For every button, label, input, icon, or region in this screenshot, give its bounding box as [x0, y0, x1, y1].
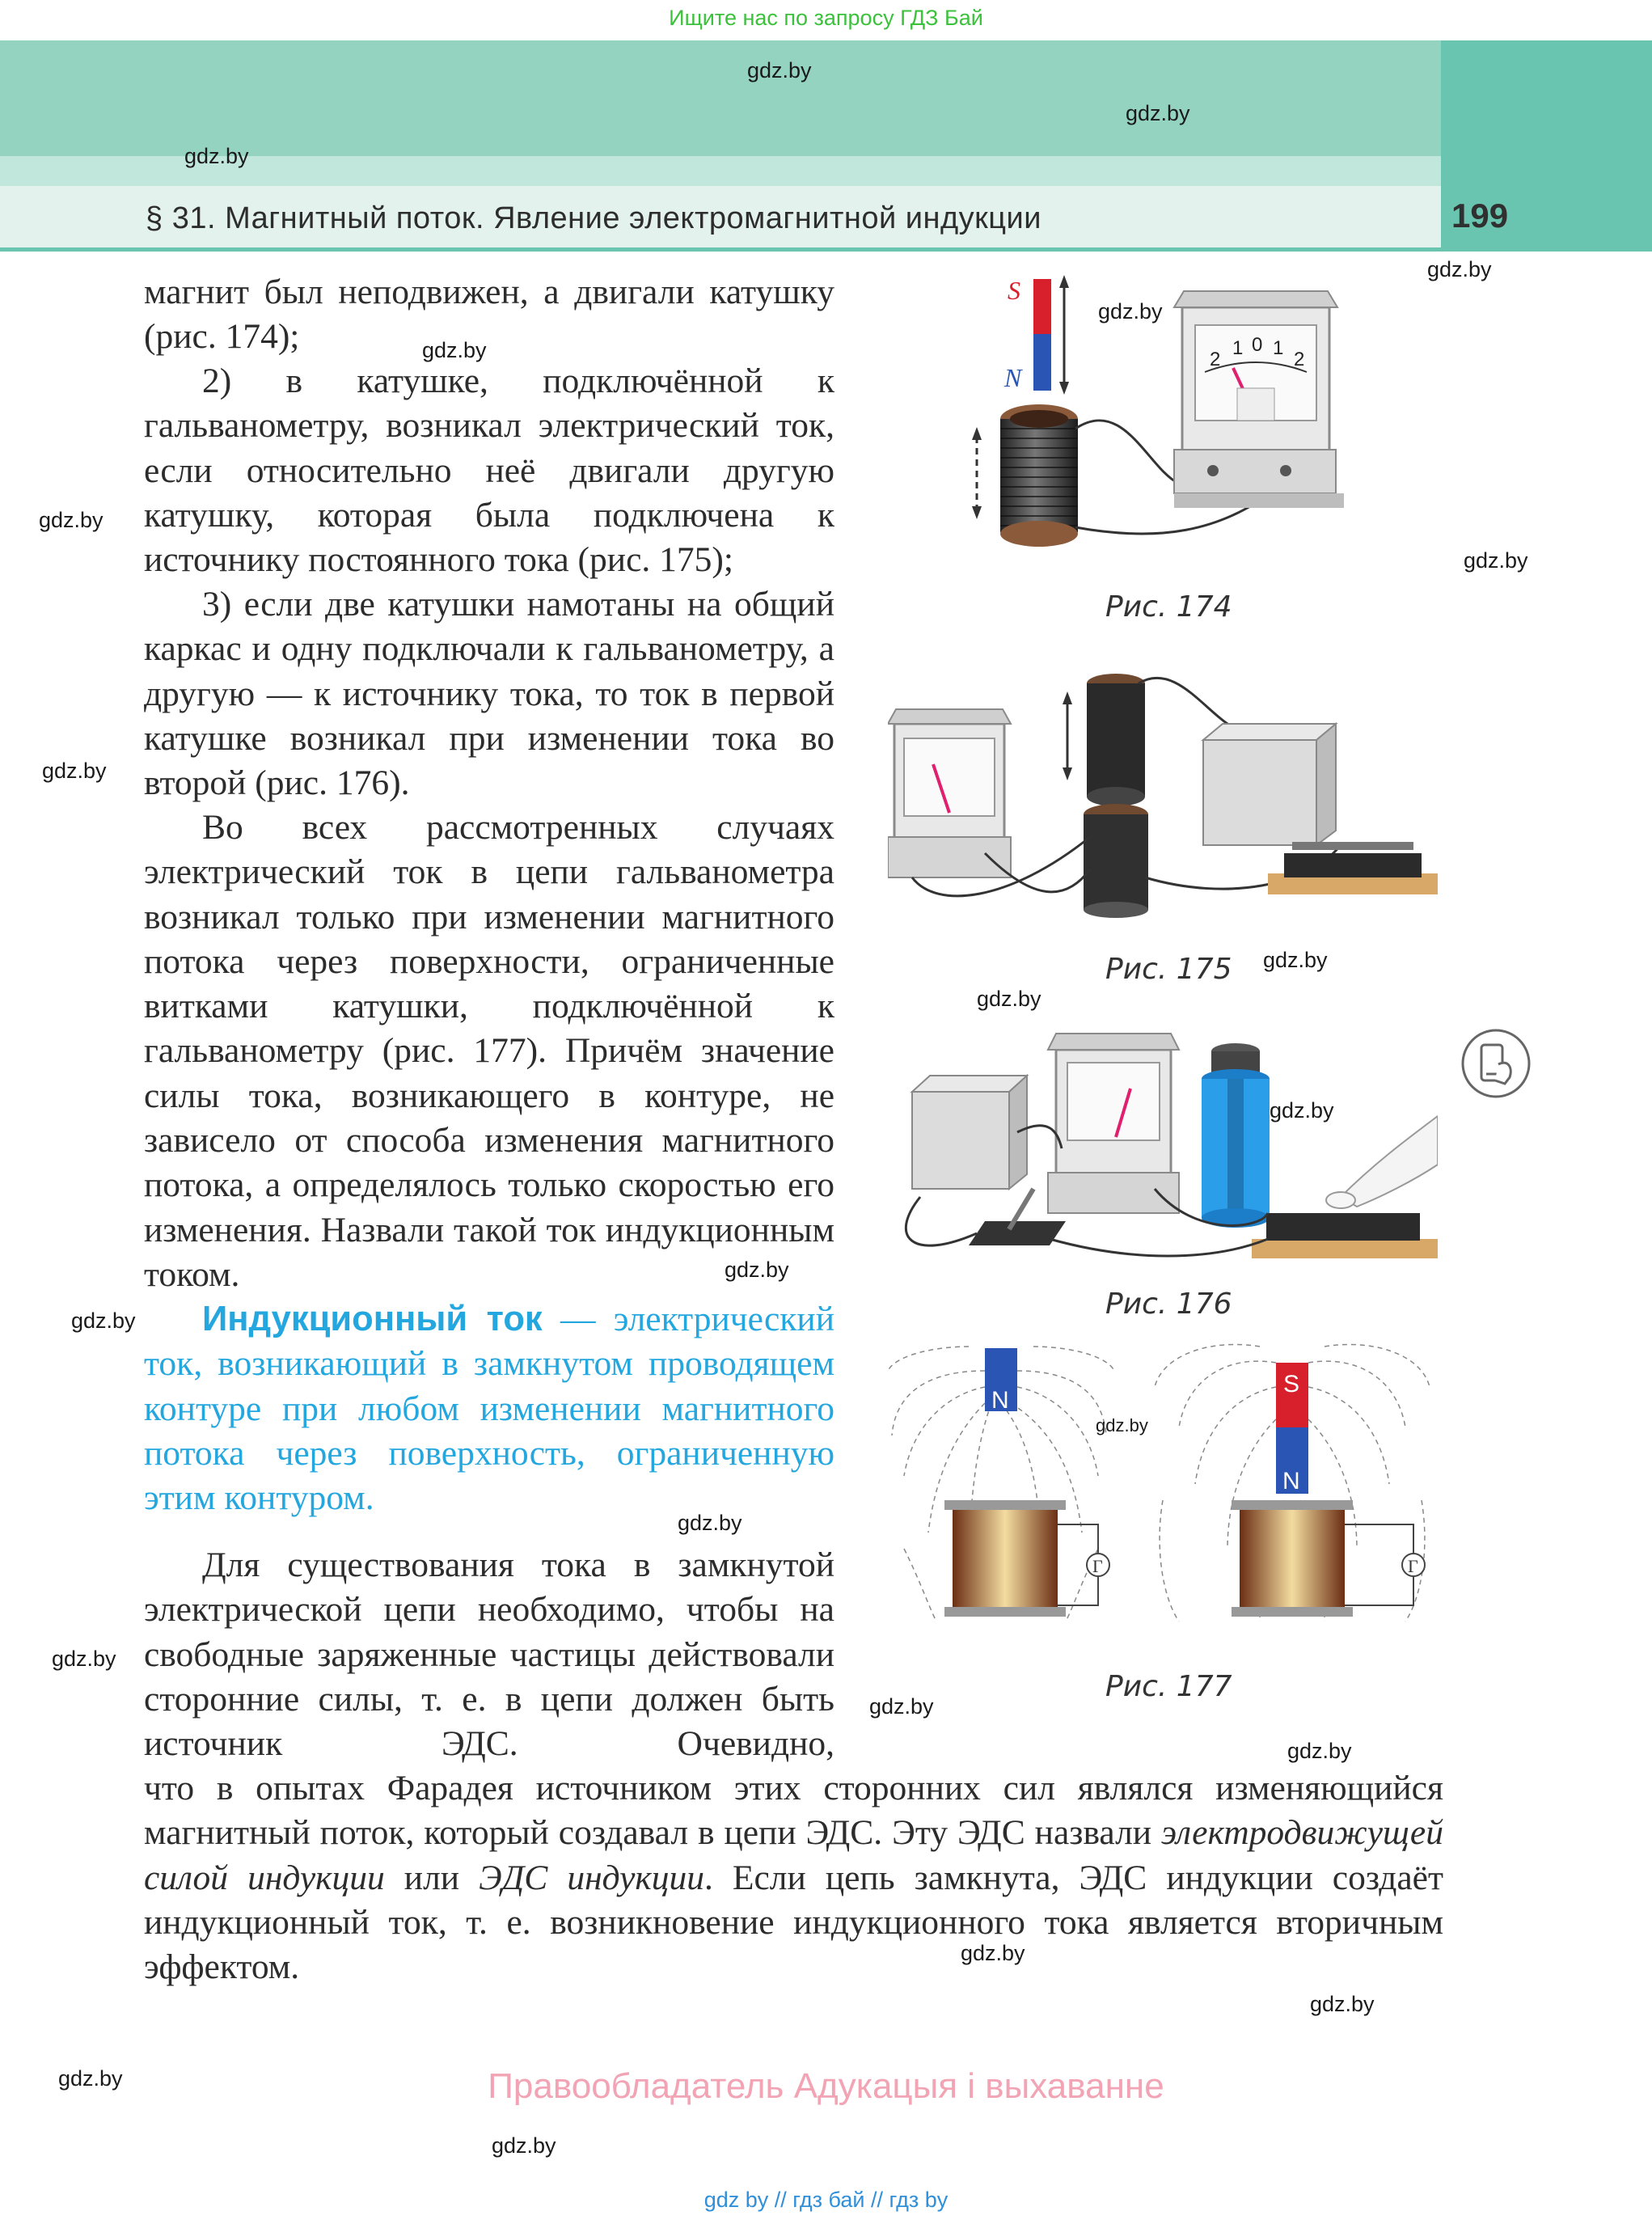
- watermark: gdz.by: [1310, 1992, 1375, 2016]
- term-emf-induction: электродвижущей силой индукции: [144, 1813, 1443, 1897]
- page-number: 199: [1451, 197, 1509, 235]
- mobile-app-icon[interactable]: [1460, 1027, 1532, 1100]
- paragraph-5-end: [144, 1766, 1443, 1989]
- paragraph-5-text-a: что в опытах Фарадея источником этих сторонних сил являлся изменяющийся магнитный поток, который создавал в цепи ЭДС. Эту ЭДС назвали: [144, 1769, 1443, 1853]
- right-galv-label: Г: [1408, 1556, 1418, 1576]
- definition-text: — электрический ток, возникающий в замкнутом проводящем контуре при любом изменении магнитного потока через поверхность, ограниченную этим контуром.: [144, 1300, 834, 1518]
- watermark: gdz.by: [184, 144, 249, 168]
- caption-fig-177: Рис. 177: [1105, 1670, 1232, 1703]
- header-rule: [0, 247, 1652, 252]
- watermark: gdz.by: [1270, 1098, 1334, 1123]
- watermark: gdz.by: [39, 508, 104, 532]
- rights-holder-note: Правообладатель Адукацыя і выхаванне: [488, 2066, 1164, 2106]
- watermark: gdz.by: [42, 759, 107, 783]
- magnet-n-label: N: [1004, 363, 1022, 392]
- scale-label-3: 0: [1252, 334, 1263, 356]
- definition-term: Индукционный ток: [202, 1300, 543, 1338]
- figure-175: [888, 659, 1438, 918]
- scale-label-1: 2: [1210, 349, 1221, 370]
- watermark: gdz.by: [71, 1309, 136, 1333]
- watermark: gdz.by: [58, 2066, 123, 2091]
- definition-block: [144, 1297, 834, 1520]
- bottom-links[interactable]: gdz by // гдз бай // гдз by: [703, 2188, 949, 2212]
- watermark: gdz.by: [678, 1511, 742, 1535]
- scale-label-5: 2: [1294, 349, 1305, 370]
- watermark: gdz.by: [422, 338, 487, 362]
- left-magnet-n: N: [991, 1387, 1009, 1414]
- paragraph-5-start: Для существования тока в замкнутой электрической цепи необходимо, чтобы на свободные заряженные частицы действовали сторонние силы, т. е. в цепи должен быть источник ЭДС. Очевидно,: [144, 1545, 834, 1764]
- watermark: gdz.by: [1126, 101, 1190, 125]
- watermark: gdz.by: [1263, 948, 1328, 972]
- paragraph-4: Во всех рассмотренных случаях электрический ток в цепи гальванометра возникал только при изменении магнитного потока через поверхности, ограниченные витками катушки, подключённой к гальванометру (рис. 177). Причём значение силы тока, возникающего в контуре, не зависело от способа изменения магнитного потока, а определялось только скоростью его изменения. Назвали такой ток индукционным током.: [144, 808, 834, 1294]
- watermark: gdz.by: [747, 58, 812, 82]
- paragraph-2: 2) в катушке, подключённой к гальванометру, возникал электрический ток, если относительно неё двигали другую катушку, которая была подключена к источнику постоянного тока (рис. 175);: [144, 362, 834, 580]
- watermark: gdz.by: [1427, 257, 1492, 281]
- paragraph-1: магнит был неподвижен, а двигали катушку (рис. 174);: [144, 273, 834, 357]
- watermark: gdz.by: [1096, 1415, 1148, 1435]
- left-galv-label: Г: [1092, 1556, 1103, 1576]
- right-magnet-s: S: [1283, 1371, 1300, 1397]
- paragraph-3: 3) если две катушки намотаны на общий каркас и одну подключали к гальванометру, а другую — к источнику тока, то ток в первой катушке возникал при изменении тока во второй (рис. 176).: [144, 585, 834, 803]
- scale-label-4: 1: [1273, 337, 1284, 359]
- watermark: gdz.by: [869, 1694, 934, 1719]
- watermark: gdz.by: [1098, 299, 1163, 323]
- scale-label-2: 1: [1232, 337, 1244, 359]
- term-emf-induction-short: ЭДС индукции: [479, 1858, 705, 1897]
- magnet-s-label: S: [1008, 276, 1020, 305]
- watermark: gdz.by: [977, 987, 1041, 1011]
- header-band: [0, 40, 1441, 156]
- figure-176: [888, 1027, 1438, 1262]
- watermark: gdz.by: [1464, 548, 1528, 573]
- caption-fig-176: Рис. 176: [1105, 1287, 1232, 1321]
- watermark: gdz.by: [52, 1647, 116, 1671]
- watermark: gdz.by: [492, 2133, 556, 2158]
- watermark: gdz.by: [961, 1941, 1025, 1965]
- paragraph-5-text-c: . Если цепь замкнута, ЭДС индукции создаёт индукционный ток, т. е. возникновение индукционного тока является вторичным эффектом.: [144, 1858, 1443, 1987]
- watermark: gdz.by: [1287, 1739, 1352, 1763]
- caption-fig-174: Рис. 174: [1105, 590, 1232, 624]
- right-magnet-n: N: [1282, 1468, 1300, 1495]
- watermark: gdz.by: [725, 1258, 789, 1282]
- figure-177: [888, 1338, 1438, 1630]
- paragraph-5-text-b: или: [384, 1858, 480, 1897]
- section-title: § 31. Магнитный поток. Явление электромагнитной индукции: [146, 201, 1041, 235]
- caption-fig-175: Рис. 175: [1105, 953, 1232, 986]
- top-search-note: Ищите нас по запросу ГДЗ Бай: [669, 6, 983, 30]
